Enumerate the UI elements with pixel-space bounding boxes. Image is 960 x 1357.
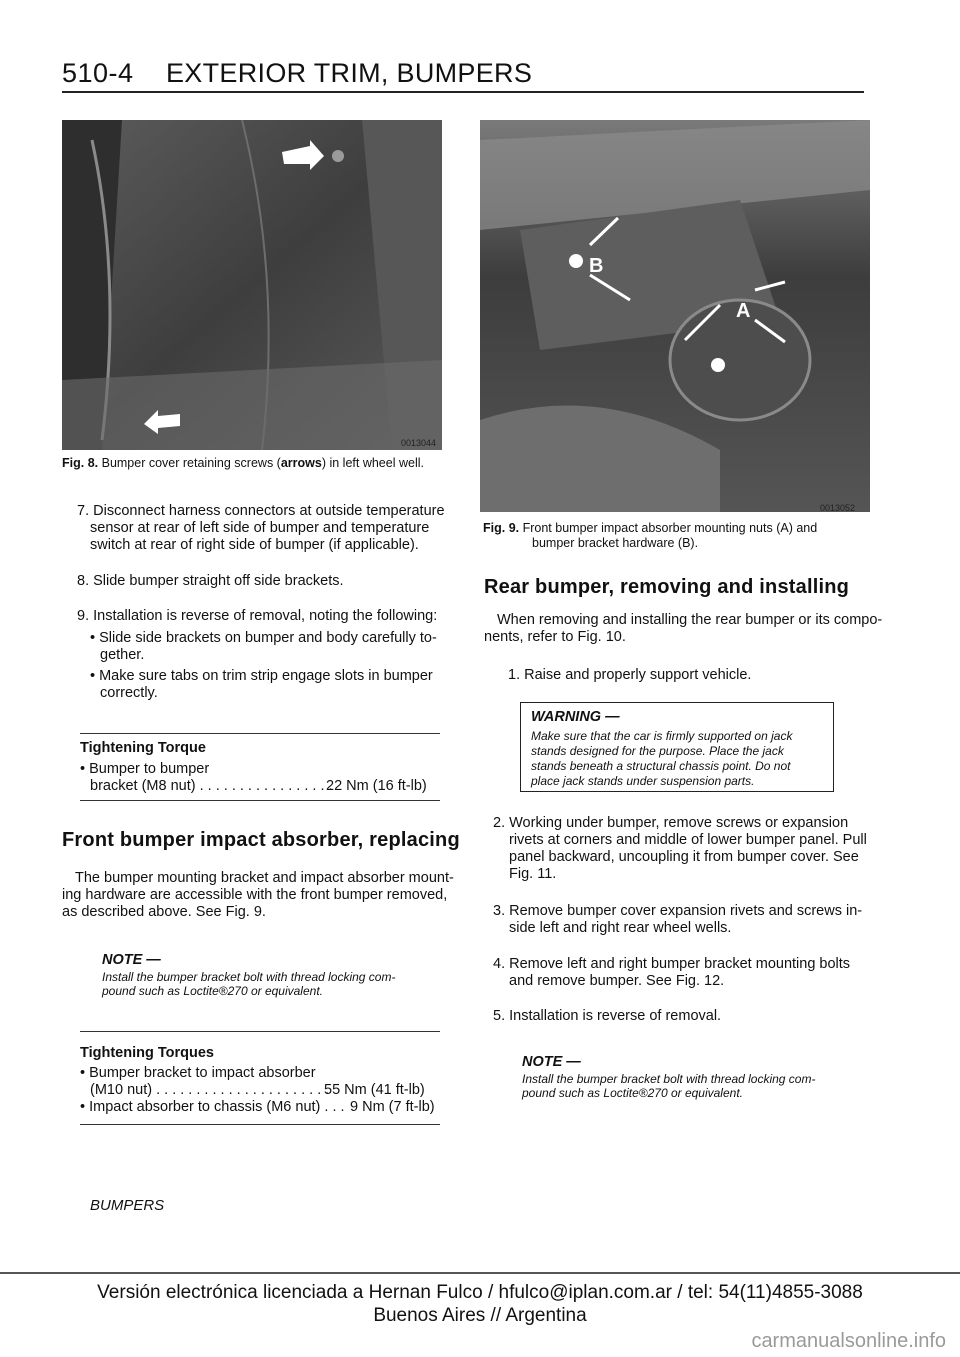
front-absorber-para-line1: The bumper mounting bracket and impact absorber mount- xyxy=(75,870,454,886)
front-absorber-para-line2: ing hardware are accessible with the front bumper removed, xyxy=(62,887,448,903)
warning-line3: stands beneath a structural chassis point. Do not xyxy=(531,759,791,773)
torque2-item2-value: 9 Nm (7 ft-lb) xyxy=(350,1099,435,1115)
page-number: 510-4 xyxy=(62,58,134,88)
fig8-caption-pre: Bumper cover retaining screws ( xyxy=(101,456,281,470)
torque1-item-label: bracket (M8 nut) . . . . . . . . . . . . . . . . . xyxy=(90,778,333,794)
rear-intro-line1: When removing and installing the rear bumper or its compo- xyxy=(497,612,883,628)
warning-line1: Make sure that the car is firmly supported on jack xyxy=(531,729,793,743)
front-absorber-heading: Front bumper impact absorber, replacing xyxy=(62,829,460,851)
rear-note-line2: pound such as Loctite®270 or equivalent. xyxy=(522,1086,743,1100)
step-7-line1: 7. Disconnect harness connectors at outside temperature xyxy=(77,503,445,519)
marker-a: A xyxy=(736,300,751,322)
fig9-photo xyxy=(480,120,870,512)
torque2-item1-line1: • Bumper bracket to impact absorber xyxy=(80,1065,316,1081)
bullet-1-line1: • Slide side brackets on bumper and body carefully to- xyxy=(90,630,437,646)
rear-step-3-line1: 3. Remove bumper cover expansion rivets and screws in- xyxy=(493,903,863,919)
license-footer-line2: Buenos Aires // Argentina xyxy=(373,1305,587,1326)
torque1-item-line1: • Bumper to bumper xyxy=(80,761,210,777)
fig8-photo xyxy=(62,120,442,450)
fig8-caption-bold: arrows xyxy=(280,456,322,470)
torque1-title: Tightening Torque xyxy=(80,740,206,756)
rear-step-2-line2: rivets at corners and middle of lower bumper panel. Pull xyxy=(509,832,867,848)
rear-intro-line2: nents, refer to Fig. 10. xyxy=(484,629,626,645)
section-title: EXTERIOR TRIM, BUMPERS xyxy=(166,58,533,88)
torque1-item-value: 22 Nm (16 ft-lb) xyxy=(326,778,427,794)
bullet-2-line2: correctly. xyxy=(100,685,158,701)
warning-box xyxy=(520,702,834,792)
fig8-image-id: 0013044 xyxy=(400,438,436,448)
rear-step-2-line3: panel backward, uncoupling it from bumper cover. See xyxy=(509,849,859,865)
front-note-line1: Install the bumper bracket bolt with thread locking com- xyxy=(102,970,396,984)
fig9-caption xyxy=(483,521,873,536)
fig8-label: Fig. 8. xyxy=(62,456,99,470)
front-note-head: NOTE — xyxy=(102,952,161,968)
rear-step-1: 1. Raise and properly support vehicle. xyxy=(508,667,752,683)
rear-step-4-line2: and remove bumper. See Fig. 12. xyxy=(509,973,725,989)
fig8-wheel-well-illustration xyxy=(62,120,442,450)
torque2-bottom-rule xyxy=(80,1124,440,1125)
fig9-impact-absorber-illustration xyxy=(480,120,870,512)
watermark: carmanualsonline.info xyxy=(751,1330,946,1352)
front-absorber-para-line3: as described above. See Fig. 9. xyxy=(62,904,266,920)
rear-note-head: NOTE — xyxy=(522,1054,581,1070)
rear-step-4-line1: 4. Remove left and right bumper bracket mounting bolts xyxy=(493,956,851,972)
fig8-caption-post: ) in left wheel well. xyxy=(321,456,424,470)
bullet-2-line1: • Make sure tabs on trim strip engage slots in bumper xyxy=(90,668,433,684)
rear-step-3-line2: side left and right rear wheel wells. xyxy=(509,920,732,936)
rear-step-5: 5. Installation is reverse of removal. xyxy=(493,1008,722,1024)
warning-line4: place jack stands under suspension parts. xyxy=(531,774,755,788)
fig9-label: Fig. 9. xyxy=(483,521,520,535)
torque1-bottom-rule xyxy=(80,800,440,801)
rear-bumper-heading: Rear bumper, removing and installing xyxy=(484,576,850,598)
torque2-item1-value: 55 Nm (41 ft-lb) xyxy=(324,1082,425,1098)
page-footer-section: BUMPERS xyxy=(90,1197,165,1214)
rear-note-line1: Install the bumper bracket bolt with thread locking com- xyxy=(522,1072,816,1086)
fig9-caption-line2: bumper bracket hardware (B). xyxy=(532,536,699,550)
header-rule xyxy=(62,91,864,93)
warning-line2: stands designed for the purpose. Place the jack xyxy=(531,744,784,758)
step-7-line3: switch at rear of right side of bumper (if applicable). xyxy=(90,537,419,553)
torque2-item1-label: (M10 nut) . . . . . . . . . . . . . . . . . . . . . . xyxy=(90,1082,330,1098)
bullet-1-line2: gether. xyxy=(100,647,145,663)
rear-step-2-line4: Fig. 11. xyxy=(509,866,557,882)
torque2-item2-label: • Impact absorber to chassis (M6 nut) . . . xyxy=(80,1099,345,1115)
torque2-title: Tightening Torques xyxy=(80,1045,214,1061)
rear-step-2-line1: 2. Working under bumper, remove screws or expansion xyxy=(493,815,849,831)
torque2-top-rule xyxy=(80,1031,440,1032)
warning-head: WARNING — xyxy=(531,709,620,725)
fig8-caption xyxy=(62,456,482,471)
step-9: 9. Installation is reverse of removal, noting the following: xyxy=(77,608,438,624)
fig9-caption-line1: Front bumper impact absorber mounting nuts (A) and xyxy=(522,521,818,535)
front-note-line2: pound such as Loctite®270 or equivalent. xyxy=(102,984,323,998)
license-footer-line1: Versión electrónica licenciada a Hernan Fulco / hfulco@iplan.com.ar / tel: 54(11)4855-3088 xyxy=(97,1282,863,1303)
fig9-image-id: 0013052 xyxy=(820,503,856,513)
torque1-top-rule xyxy=(80,733,440,734)
marker-b: B xyxy=(589,255,604,277)
step-8: 8. Slide bumper straight off side brackets. xyxy=(77,573,344,589)
step-7-line2: sensor at rear of left side of bumper and temperature xyxy=(90,520,430,536)
